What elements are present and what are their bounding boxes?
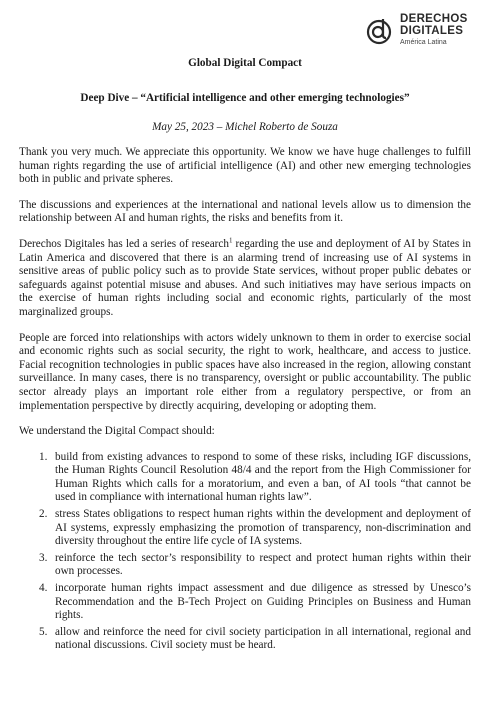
- list-number: 3.: [39, 551, 48, 564]
- list-number: 1.: [39, 450, 48, 463]
- list-item-text: allow and reinforce the need for civil society participation in all international, regional and national discussions. Civil society must be heard.: [55, 625, 471, 652]
- header-logo: [366, 14, 468, 46]
- document-title: Global Digital Compact: [188, 57, 302, 69]
- logo-tagline: América Latina: [400, 39, 447, 46]
- list-item: [19, 626, 471, 653]
- paragraph-3-part-a: Derechos Digitales has led a series of research: [19, 237, 229, 250]
- list-item-text: build from existing advances to respond to some of these risks, including IGF discussions, the Human Rights Council Resolution 48/4 and the report from the High Commissioner for Human Rights which calls for a moratorium, and even a ban, of AI tools “that cannot be used in compliance with international human rights law”.: [55, 450, 471, 504]
- paragraph-2: The discussions and experiences at the international and national levels allow us to dimension the relationship between AI and human rights, the risks and benefits from it.: [19, 198, 471, 225]
- list-item-text: incorporate human rights impact assessment and due diligence as stressed by Unesco’s Recommendation and the B-Tech Project on Guiding Principles on Business and Human rights.: [55, 582, 471, 622]
- list-item: [19, 582, 471, 623]
- list-number: 4.: [39, 582, 48, 595]
- list-item: [19, 451, 471, 505]
- list-number: 2.: [39, 508, 48, 521]
- paragraph-3: [19, 238, 471, 320]
- document-subtitle: Deep Dive – “Artificial intelligence and other emerging technologies”: [80, 92, 410, 104]
- list-item-text: stress States obligations to respect human rights within the development and deployment of AI systems, expressly emphasizing the promotion of transparency, non-discrimination and diversity throughout the entire life cycle of IA systems.: [55, 508, 471, 548]
- document-date-author: May 25, 2023 – Michel Roberto de Souza: [152, 121, 338, 133]
- logo-wordmark: [400, 14, 468, 46]
- list-item-text: reinforce the tech sector’s responsibility to respect and protect human rights within their own processes.: [55, 551, 471, 578]
- paragraph-3-part-b: regarding the use and deployment of AI by States in Latin America and discovered that there is an alarming trend of increasing use of AI systems in sensitive areas of public policy such as to provide State services, without proper public debates or safeguards against potential misuse and abuses. And such initiatives may have serious impacts on the exercise of human rights including social and economic rights, particularly of the most marginalized groups.: [19, 237, 472, 318]
- footnote-ref[interactable]: 1: [228, 236, 233, 245]
- at-sign-d-icon: [366, 15, 394, 45]
- list-item: [19, 508, 471, 549]
- paragraph-5: We understand the Digital Compact should:: [19, 425, 215, 438]
- list-number: 5.: [39, 625, 48, 638]
- list-item: [19, 552, 471, 579]
- paragraph-1: Thank you very much. We appreciate this opportunity. We know we have huge challenges to fulfill human rights regarding the use of artificial intelligence (AI) and other new emerging technologies both in public and private spheres.: [19, 146, 471, 186]
- paragraph-4: People are forced into relationships with actors widely unknown to them in order to exercise social and economic rights such as social security, the right to work, healthcare, and access to justice. Facial recognition technologies in public spaces have also increased in the region, allowing constant surveillance. In many cases, there is no transparency, oversight or public accountability. The public sector already plays an important role either from a regulatory perspective, or from an implementation perspective by directly acquiring, developing or adopting them.: [19, 331, 471, 412]
- document-body: [19, 57, 471, 656]
- logo-line-2: DIGITALES: [400, 24, 464, 37]
- logo-line-1: DERECHOS: [400, 13, 468, 25]
- recommendations-list: [19, 451, 471, 653]
